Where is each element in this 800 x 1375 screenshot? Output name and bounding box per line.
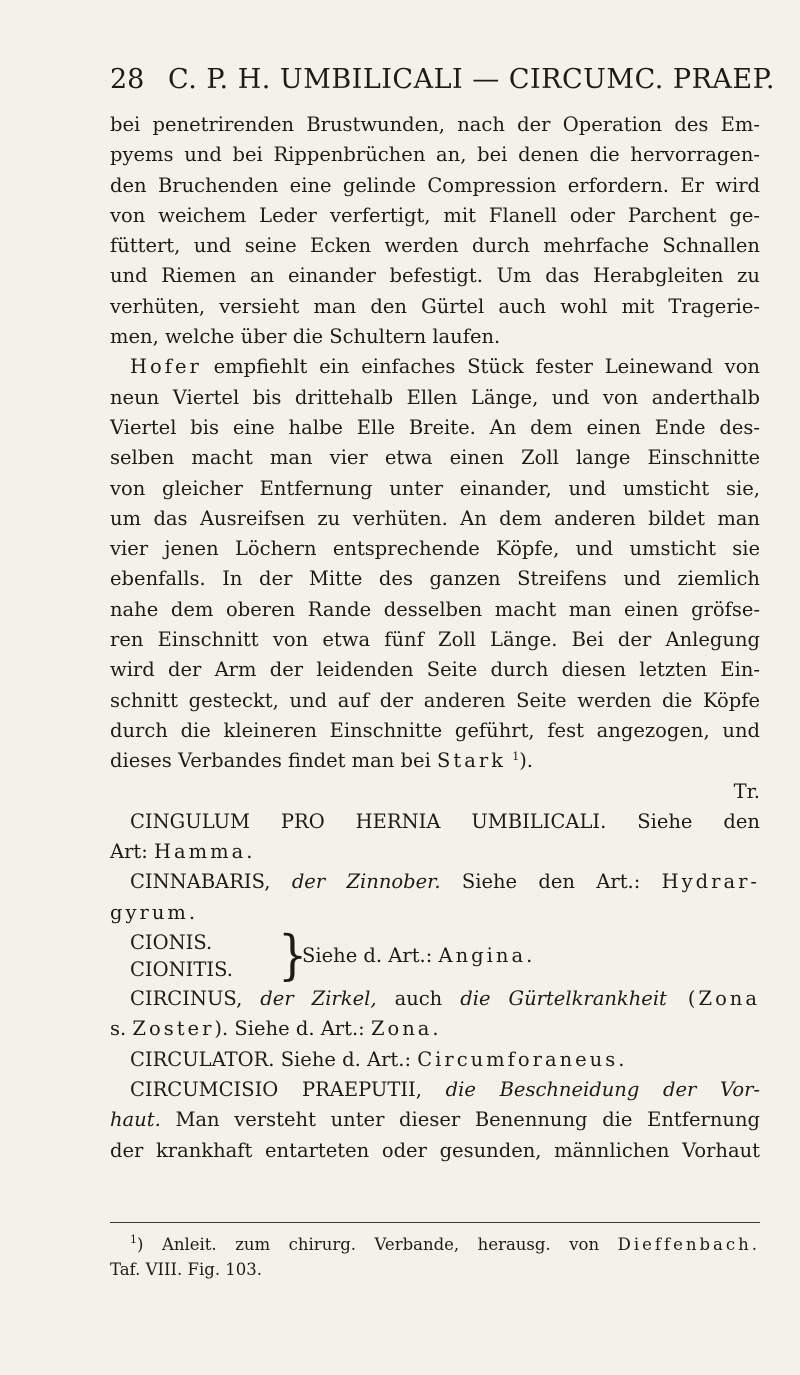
text-line: men, welche über die Schultern laufen. [110, 325, 501, 349]
text-line: neun Viertel bis drittehalb Ellen Länge, und von anderthalb [110, 385, 760, 409]
entry-headword: CIRCINUS, [130, 987, 261, 1011]
entry-gloss: der Zinnober. [291, 870, 441, 894]
text-span: Siehe den Art.: [440, 870, 662, 894]
text-line: von gleicher Entfernung unter einander, und umsticht sie, [110, 476, 760, 500]
text-line: selben macht man vier etwa einen Zoll lange Einschnitte [110, 446, 760, 470]
entry-cionis-ref [302, 941, 535, 971]
text-span: ). [519, 749, 533, 773]
entry-cinnabaris [110, 867, 760, 897]
entry-gloss: die Gürtelkrankheit [460, 987, 667, 1011]
text-line: nahe dem oberen Rande desselben macht man einen gröfse- [110, 597, 760, 621]
text-line: pyems und bei Rippenbrüchen an, bei denen die hervorragen- [110, 143, 760, 167]
entry-circinus [110, 984, 760, 1014]
text-line [110, 1105, 760, 1135]
author-name: Hofer [130, 355, 202, 379]
text-line: um das Ausreifsen zu verhüten. An dem anderen bildet man [110, 506, 760, 530]
text-line: von weichem Leder verfertigt, mit Flanell oder Parchent ge- [110, 203, 760, 227]
cross-reference: Zona. [370, 1017, 442, 1041]
entry-headword: CIRCUMCISIO PRAEPUTII, [130, 1077, 446, 1101]
text-line: den Bruchenden eine gelinde Compression erfordern. Er wird [110, 173, 760, 197]
entry-gloss: die Beschneidung der Vor- [445, 1077, 761, 1101]
cross-reference: (Zona [666, 987, 760, 1011]
page-header [110, 64, 775, 104]
text-line: Viertel bis eine halbe Elle Breite. An dem einen Ende des- [110, 415, 760, 439]
cross-reference: Zoster [132, 1017, 215, 1041]
footnote-ref[interactable]: 1 [512, 750, 520, 764]
running-title: C. P. H. UMBILICALI — CIRCUMC. PRAEP. [168, 64, 775, 95]
cross-reference: Angina. [438, 944, 536, 968]
text-line: füttert, und seine Ecken werden durch mehrfache Schnallen [110, 234, 760, 258]
text-line: ren Einschnitt von etwa fünf Zoll Länge. Bei der Anlegung [110, 628, 760, 652]
entry-headword: CIONITIS. [130, 958, 233, 982]
cross-reference: gyrum. [110, 900, 199, 924]
author-name: Dieffenbach. [617, 1235, 760, 1254]
footnote [110, 1232, 760, 1282]
text-span: Man versteht unter dieser Benennung die Entfernung [160, 1108, 760, 1132]
entry-circinus-ref [110, 1014, 760, 1044]
text-line [110, 746, 760, 776]
text-span: s. [110, 1017, 133, 1041]
text-span: ) Anleit. zum chirurg. Verbande, herausg. von [137, 1235, 618, 1254]
text-span: auch [376, 987, 461, 1011]
body-text [110, 110, 760, 1166]
text-span: empfiehlt ein einfaches Stück fester Leinewand von [201, 355, 760, 379]
entry-gloss: der Zirkel, [260, 987, 377, 1011]
paragraph-start [110, 352, 760, 382]
text-line: ebenfalls. In der Mitte des ganzen Streifens und ziemlich [110, 567, 760, 591]
text-line: verhüten, versieht man den Gürtel auch wohl mit Tragerie- [110, 294, 760, 318]
text-span: Art: [110, 840, 155, 864]
footnote-marker: 1 [130, 1233, 137, 1246]
author-name: Stark [437, 749, 506, 773]
cross-reference: Hamma. [154, 840, 256, 864]
text-line: wird der Arm der leidenden Seite durch diesen letzten Ein- [110, 658, 760, 682]
text-line: durch die kleineren Einschnitte geführt, fest angezogen, und [110, 718, 760, 742]
text-span: dieses Verbandes findet man bei [110, 749, 438, 773]
footnote-line: Taf. VIII. Fig. 103. [110, 1260, 263, 1279]
author-signature: Tr. [733, 779, 760, 803]
entry-headword: CIONIS. [130, 931, 213, 955]
footnote-line [110, 1232, 760, 1257]
entry-headword: CIRCULATOR. Siehe d. Art.: [130, 1047, 418, 1071]
entry-headword: CINNABARIS, [130, 870, 292, 894]
text-line: schnitt gesteckt, und auf der anderen Seite werden die Köpfe [110, 688, 760, 712]
text-line: bei penetrirenden Brustwunden, nach der Operation des Em- [110, 113, 760, 136]
cross-reference: Hydrar- [661, 870, 760, 894]
entry-cingulum: CINGULUM PRO HERNIA UMBILICALI. Siehe den [130, 809, 760, 833]
cross-reference: Circumforaneus. [417, 1047, 628, 1071]
entry-gloss: haut. [110, 1108, 161, 1132]
entry-cingulum-ref [110, 837, 760, 867]
footnote-divider [110, 1222, 760, 1223]
entry-cinnabaris-ref [110, 898, 760, 928]
page-number: 28 [110, 64, 145, 95]
entry-circumcisio [110, 1075, 760, 1105]
entry-circulator [110, 1045, 760, 1075]
entry-cionis-group [110, 923, 760, 987]
text-span: ). Siehe d. Art.: [214, 1017, 371, 1041]
text-span: Siehe d. Art.: [302, 944, 439, 968]
brace-glyph: } [278, 923, 308, 987]
text-line: der krankhaft entarteten oder gesunden, männlichen Vorhaut [110, 1138, 760, 1162]
text-line: und Riemen an einander befestigt. Um das Herabgleiten zu [110, 264, 760, 288]
text-line: vier jenen Löchern entsprechende Köpfe, und umsticht sie [110, 537, 760, 561]
